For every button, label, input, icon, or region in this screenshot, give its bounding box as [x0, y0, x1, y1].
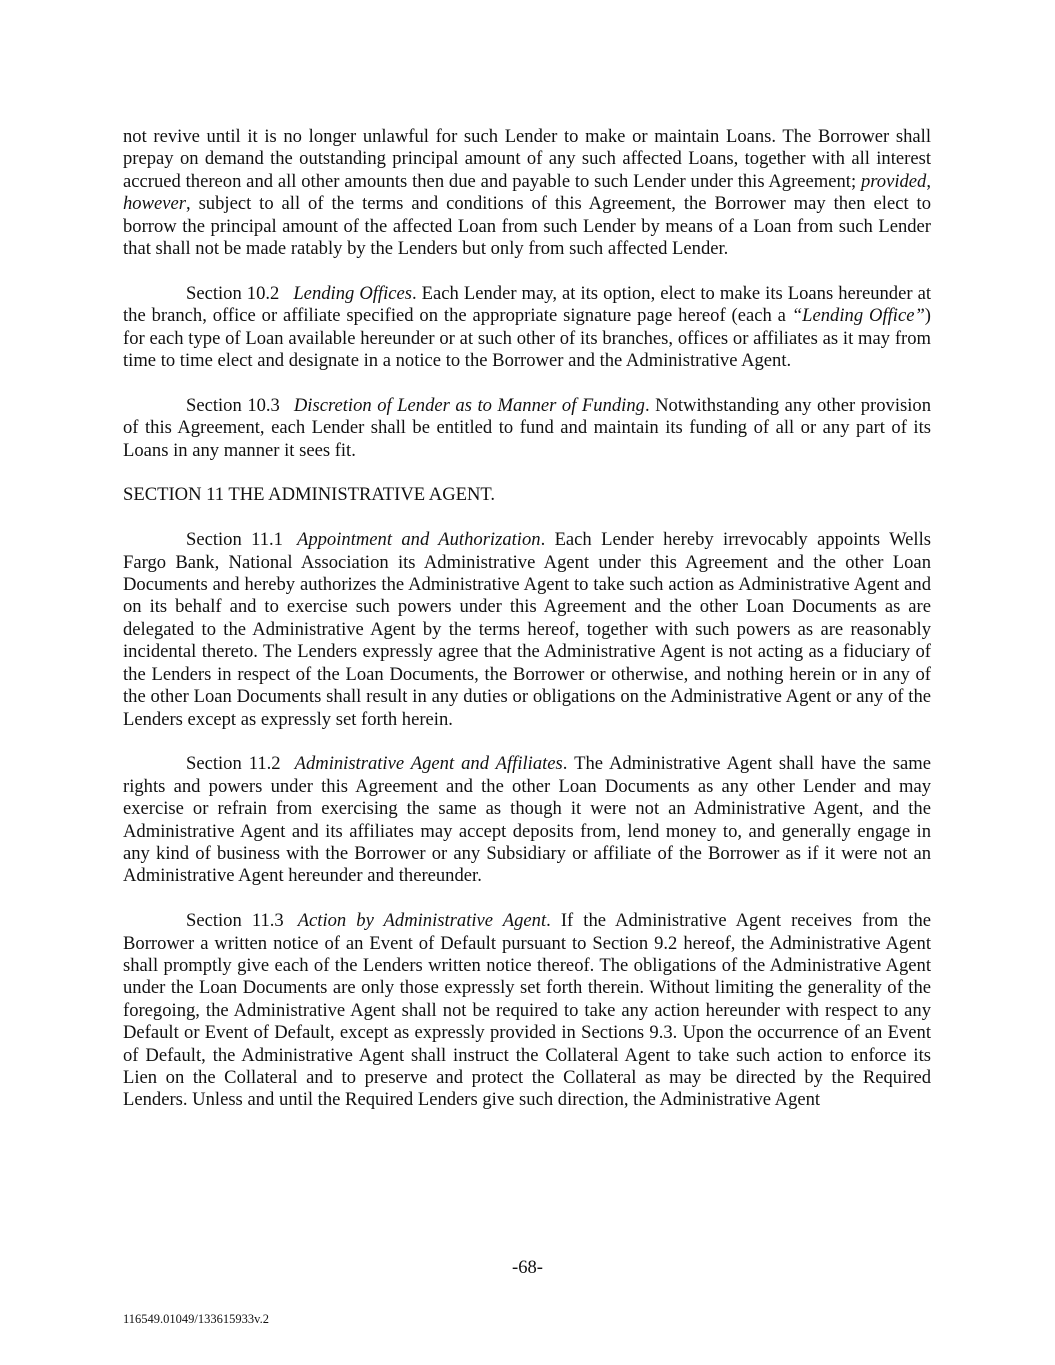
- text-run: , subject to all of the terms and conditions of this Agreement, the Borrower may then elect to borrow the principal amount of the affected Loan from such Lender by means of a Loan from such Lender that shall not be made ratably by the Lenders but only from such affected Lender.: [123, 193, 931, 260]
- section-label: Section 10.3: [186, 394, 280, 416]
- defined-term: “Lending Office”: [791, 305, 925, 327]
- document-page: [123, 126, 931, 1134]
- section-label: Section 11.3: [186, 910, 284, 932]
- section-body: . If the Administrative Agent receives from the Borrower a written notice of an Event of Default pursuant to Section 9.2 hereof, the Administrative Agent shall promptly give each of the Lenders written notice thereof. The obligations of the Administrative Agent under the Loan Documents are only those expressly set forth therein. Without limiting the generality of the foregoing, the Administrative Agent shall not be required to take any action hereunder with respect to any Default or Event of Default, except as expressly provided in Sections 9.3. Upon the occurrence of an Event of Default, the Administrative Agent shall instruct the Collateral Agent to take such action to enforce its Lien on the Collateral and to preserve and protect the Collateral as may be directed by the Required Lenders. Unless and until the Required Lenders give such direction, the Administrative Agent: [123, 910, 931, 1111]
- section-11-heading: SECTION 11 THE ADMINISTRATIVE AGENT.: [123, 484, 496, 506]
- page-number: -68-: [512, 1257, 543, 1278]
- section-title: Appointment and Authorization: [296, 529, 541, 551]
- text-run: ,: [926, 170, 931, 192]
- section-body: . Each Lender hereby irrevocably appoints Wells Fargo Bank, National Association its Administrative Agent under this Agreement and the other Loan Documents and hereby authorizes the Administrative Agent to take such action as Administrative Agent and on its behalf and to exercise such powers under this Agreement and the other Loan Documents as are delegated to the Administrative Agent by the terms hereof, together with such powers as are reasonably incidental thereto. The Lenders expressly agree that the Administrative Agent is not acting as a fiduciary of the Lenders in respect of the Loan Documents, the Borrower or otherwise, and nothing herein or in any of the other Loan Documents shall result in any duties or obligations on the Administrative Agent or any of the Lenders except as expressly set forth herein.: [123, 529, 931, 730]
- document-id: 116549.01049/133615933v.2: [123, 1312, 269, 1326]
- section-title: Discretion of Lender as to Manner of Funding: [293, 394, 645, 416]
- section-10-2: [123, 283, 931, 373]
- section-title: Lending Offices: [293, 282, 412, 304]
- text-run: not revive until it is no longer unlawful for such Lender to make or maintain Loans. The Borrower shall prepay on demand the outstanding principal amount of any such affected Loans, together with all interest accrued thereon and all other amounts then due and payable to such Lender under this Agreement;: [123, 126, 931, 192]
- section-body: . The Administrative Agent shall have the same rights and powers under this Agreement and the other Loan Documents as any other Lender and may exercise or refrain from exercising the same as though it were not an Administrative Agent, and the Administrative Agent and its affiliates may accept deposits from, lend money to, and generally engage in any kind of business with the Borrower or any Subsidiary or affiliate of the Borrower as if it were not an Administrative Agent hereunder and thereunder.: [123, 753, 931, 887]
- section-11-2: [123, 753, 931, 887]
- section-label: Section 11.1: [186, 529, 283, 551]
- section-11-3: [123, 910, 931, 1112]
- section-10-3: [123, 395, 931, 462]
- section-body: . Notwithstanding any other provision of this Agreement, each Lender shall be entitled to fund and maintain its funding of all or any part of its Loans in any manner it sees fit.: [123, 394, 931, 461]
- section-body: ) for each type of Loan available hereunder or at such other of its branches, offices or affiliates as it may from time to time elect and designate in a notice to the Borrower and the Administrative Agent.: [123, 305, 931, 372]
- section-11-1: [123, 529, 931, 731]
- paragraph-continuation: [123, 126, 931, 260]
- section-label: Section 11.2: [186, 753, 281, 775]
- emphasis-provided: provided: [860, 170, 927, 192]
- section-label: Section 10.2: [186, 282, 280, 304]
- section-body: . Each Lender may, at its option, elect to make its Loans hereunder at the branch, office or affiliate specified on the appropriate signature page hereof (each a: [123, 282, 931, 327]
- section-title: Action by Administrative Agent: [297, 910, 547, 932]
- emphasis-however: however: [123, 193, 186, 215]
- section-title: Administrative Agent and Affiliates: [294, 753, 563, 775]
